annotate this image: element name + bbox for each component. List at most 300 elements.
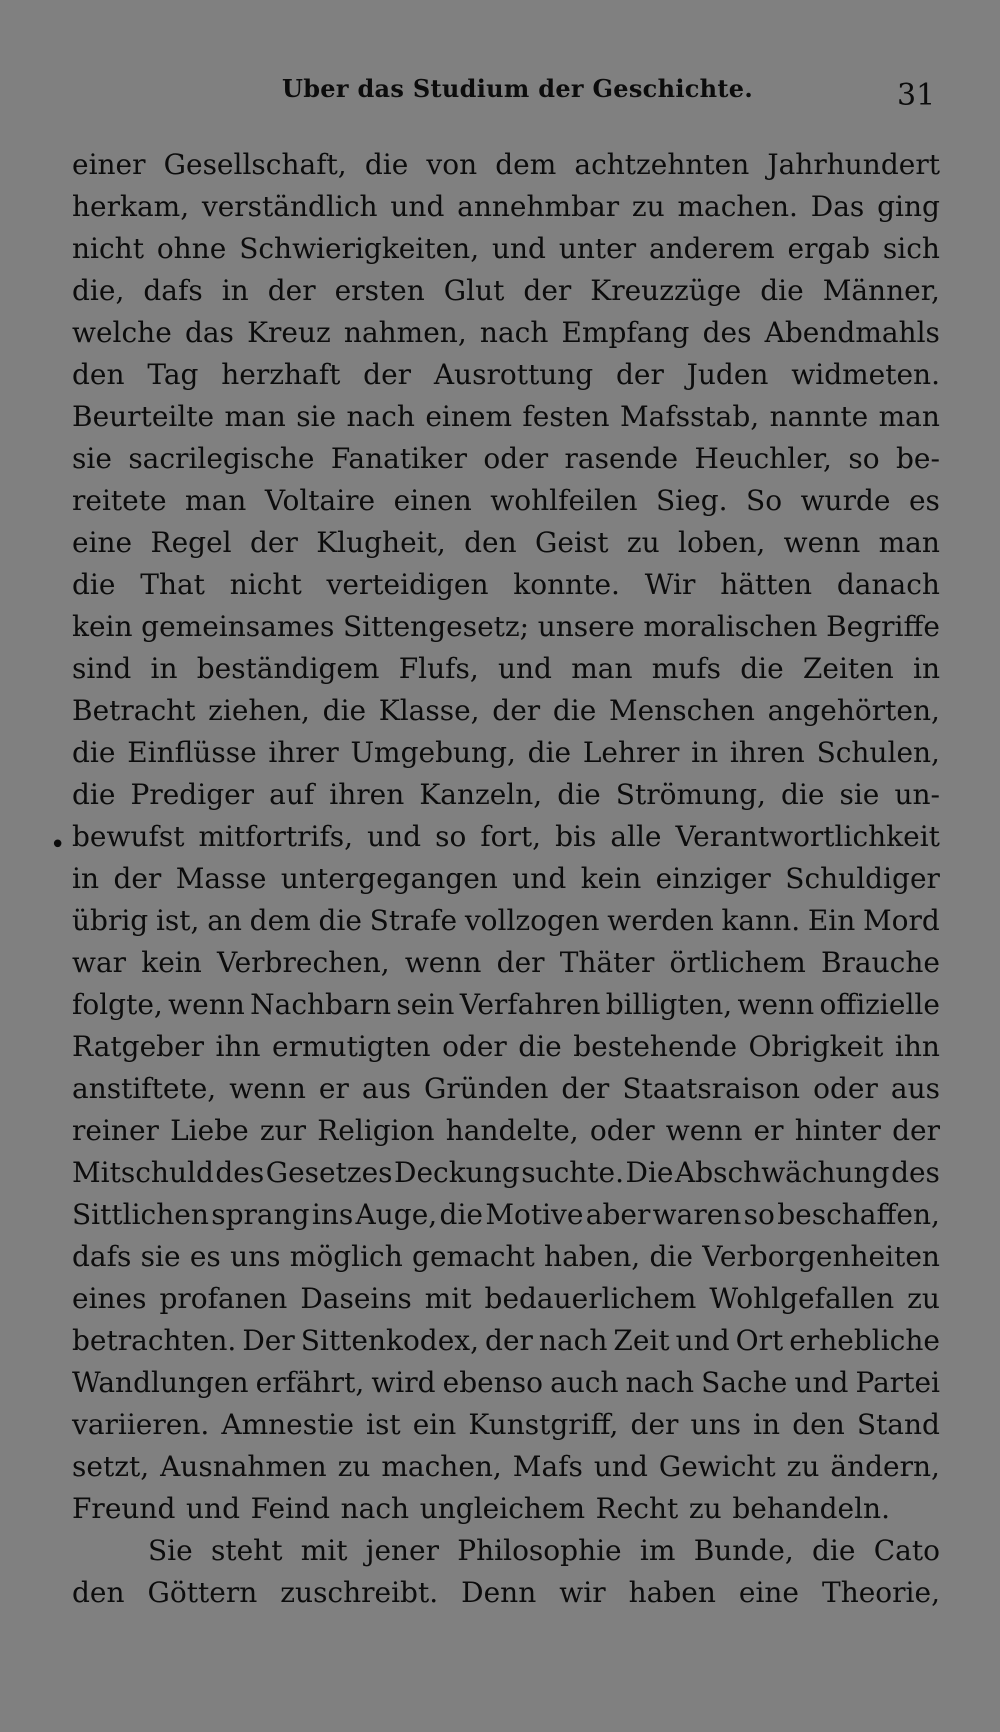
word: loben,: [678, 526, 766, 559]
word: die: [364, 148, 409, 181]
word: Abschwächung: [674, 1156, 890, 1189]
word: Brauche: [820, 946, 940, 979]
word: die: [812, 1534, 856, 1567]
page-number: 31: [897, 78, 936, 113]
word: ging: [877, 190, 940, 223]
word: Stand: [856, 1408, 940, 1441]
text-line: [72, 1026, 940, 1068]
word: die,: [72, 274, 125, 307]
word: sich: [882, 232, 940, 265]
word: moralischen: [643, 610, 818, 643]
word: steht: [210, 1534, 283, 1567]
word: Der: [242, 1324, 295, 1357]
word: ungleichem: [419, 1492, 586, 1525]
word: variieren.: [72, 1408, 210, 1441]
word: sprang: [211, 1198, 310, 1231]
word: wenn: [783, 526, 861, 559]
word: wenn: [229, 1072, 306, 1105]
word: Thäter: [559, 946, 655, 979]
word: ist,: [155, 904, 200, 937]
word: angehörten,: [767, 694, 940, 727]
word: Abendmahls: [764, 316, 940, 349]
word: ihn: [215, 1030, 261, 1063]
word: Verbrechen,: [216, 946, 390, 979]
text-line: [72, 942, 940, 984]
word: möglich: [289, 1240, 403, 1273]
word: man: [571, 652, 633, 685]
word: Sittlichen: [72, 1198, 209, 1231]
word: Klugheit,: [316, 526, 446, 559]
text-line: [72, 1404, 940, 1446]
word: Sache: [701, 1366, 788, 1399]
word: achtzehnten: [574, 148, 750, 181]
word: er: [753, 1114, 784, 1147]
word: anderem: [648, 232, 775, 265]
word: Mafsstab,: [619, 400, 760, 433]
word: so: [435, 820, 467, 853]
word: der: [485, 1324, 533, 1357]
word: des: [891, 1156, 940, 1189]
word: annehmbar: [457, 190, 620, 223]
word: Verfahren: [459, 988, 601, 1021]
word: bestehende: [573, 1030, 738, 1063]
word: die: [72, 568, 116, 601]
word: Menschen: [608, 694, 755, 727]
word: in: [150, 652, 178, 685]
word: der: [630, 1408, 679, 1441]
word: die: [322, 694, 367, 727]
word: sie: [72, 442, 112, 475]
word: der: [615, 358, 664, 391]
word: der: [492, 694, 541, 727]
word: be-: [896, 442, 940, 475]
word: man: [878, 526, 940, 559]
word: verständlich: [201, 190, 378, 223]
word: es: [189, 1240, 221, 1273]
word: herkam,: [72, 190, 190, 223]
word: reiner: [72, 1114, 159, 1147]
word: Tag: [147, 358, 199, 391]
word: Mord: [863, 904, 940, 937]
word: Wohlgefallen: [709, 1282, 895, 1315]
word: war: [72, 946, 127, 979]
word: welche: [72, 316, 172, 349]
word: Staatsraison: [622, 1072, 801, 1105]
word: das: [184, 316, 234, 349]
word: Ratgeber: [72, 1030, 205, 1063]
word: Schwierigkeiten,: [239, 232, 480, 265]
word: dem: [249, 904, 311, 937]
text-line: [72, 1278, 940, 1320]
word: und: [593, 1450, 648, 1483]
word: wenn: [665, 1114, 743, 1147]
word: der: [267, 274, 316, 307]
word: Obrigkeit: [748, 1030, 884, 1063]
word: Auge,: [355, 1198, 438, 1231]
word: die: [318, 904, 362, 937]
word: und: [497, 652, 552, 685]
word: nannte: [769, 400, 869, 433]
word: den: [792, 1408, 845, 1441]
word: Fanatiker: [330, 442, 467, 475]
text-line: [72, 816, 940, 858]
word: Sittenkodex,: [300, 1324, 479, 1357]
word: ebenso: [442, 1366, 543, 1399]
word: kann.: [721, 904, 801, 937]
word: untergegangen: [280, 862, 498, 895]
text-line: [72, 396, 940, 438]
word: Die: [625, 1156, 674, 1189]
word: Kreuzzüge: [590, 274, 742, 307]
word: gemeinsames: [141, 610, 335, 643]
word: machen.: [677, 190, 798, 223]
word: und: [675, 1324, 730, 1357]
word: wird: [371, 1366, 436, 1399]
word: und: [367, 820, 422, 853]
word: Nachbarn: [250, 988, 392, 1021]
word: Klasse,: [378, 694, 480, 727]
word: den: [72, 358, 125, 391]
word: Schulen,: [816, 736, 940, 769]
word: Strafe: [369, 904, 458, 937]
word: dem: [495, 148, 557, 181]
word: und: [794, 1366, 849, 1399]
word: Begriffe: [826, 610, 940, 643]
word: der: [523, 274, 572, 307]
word: ohne: [156, 232, 227, 265]
word: aus: [890, 1072, 940, 1105]
word: des: [702, 316, 752, 349]
word: Feind: [250, 1492, 331, 1525]
text-line: [72, 732, 940, 774]
word: einziger: [655, 862, 771, 895]
word: der: [496, 946, 545, 979]
word: Philosophie: [457, 1534, 622, 1567]
word: in: [691, 736, 719, 769]
word: kein: [580, 862, 642, 895]
word: betrachten.: [72, 1324, 237, 1357]
word: Daseins: [300, 1282, 412, 1315]
word: ein: [412, 1408, 457, 1441]
word: der: [892, 1114, 940, 1147]
word: nach: [479, 316, 549, 349]
word: die: [649, 1240, 693, 1273]
word: sie: [140, 1240, 181, 1273]
word: anstiftete,: [72, 1072, 217, 1105]
text-line: [72, 1110, 940, 1152]
word: Religion: [317, 1114, 435, 1147]
word: oder: [813, 1072, 878, 1105]
word: aus: [361, 1072, 411, 1105]
word: ändern,: [830, 1450, 940, 1483]
word: sacrilegische: [128, 442, 315, 475]
word: Einflüsse: [127, 736, 257, 769]
word: ersten: [334, 274, 425, 307]
word: machen,: [381, 1450, 502, 1483]
word: unsere: [537, 610, 635, 643]
word: Kreuz: [247, 316, 331, 349]
word: widmeten.: [791, 358, 940, 391]
word: Betracht: [72, 694, 196, 727]
text-line: [72, 900, 940, 942]
word: Das: [810, 190, 865, 223]
word: Umgebung,: [350, 736, 516, 769]
text-line: [72, 228, 940, 270]
word: verteidigen: [326, 568, 489, 601]
word: wohlfeilen: [490, 484, 638, 517]
word: die: [72, 778, 116, 811]
word: ihren: [729, 736, 805, 769]
word: Amnestie: [221, 1408, 354, 1441]
word: eine: [72, 526, 133, 559]
word: sein: [396, 988, 455, 1021]
word: Ausrottung: [433, 358, 594, 391]
word: nach: [340, 1492, 410, 1525]
running-head: [0, 74, 1000, 114]
word: Jahrhundert: [767, 148, 940, 181]
word: örtlichem: [669, 946, 806, 979]
margin-mark: •: [50, 830, 66, 860]
word: nicht: [72, 232, 144, 265]
word: aber: [585, 1198, 651, 1231]
text-line: [72, 564, 940, 606]
word: festen: [522, 400, 610, 433]
word: Geist: [535, 526, 609, 559]
word: Sittengesetz;: [342, 610, 530, 643]
word: Wir: [644, 568, 696, 601]
word: jener: [365, 1534, 440, 1567]
word: man: [185, 484, 247, 517]
word: haben: [628, 1576, 716, 1609]
word: Gewicht: [658, 1450, 776, 1483]
word: Ein: [807, 904, 856, 937]
word: Bunde,: [693, 1534, 794, 1567]
text-line: [72, 312, 940, 354]
word: Masse: [175, 862, 267, 895]
word: in: [753, 1408, 781, 1441]
text-line: [72, 1572, 940, 1614]
word: oder: [483, 442, 549, 475]
word: Cato: [873, 1534, 940, 1567]
text-line: [72, 144, 940, 186]
word: auf: [269, 778, 315, 811]
word: die: [552, 694, 597, 727]
word: die: [557, 778, 601, 811]
word: auch: [550, 1366, 619, 1399]
word: werden: [607, 904, 714, 937]
word: uns: [690, 1408, 741, 1441]
word: übrig: [72, 904, 149, 937]
word: nach: [625, 1366, 695, 1399]
text-line: [72, 648, 940, 690]
word: einem: [425, 400, 513, 433]
word: Mafs: [512, 1450, 583, 1483]
word: Prediger: [130, 778, 255, 811]
text-line: [72, 690, 940, 732]
word: und: [390, 190, 445, 223]
word: einen: [393, 484, 472, 517]
word: Göttern: [147, 1576, 258, 1609]
word: profanen: [159, 1282, 288, 1315]
word: Schuldiger: [785, 862, 940, 895]
word: Verborgenheiten: [702, 1240, 940, 1273]
text-line: [72, 270, 940, 312]
word: alle: [610, 820, 662, 853]
word: ermutigten: [272, 1030, 431, 1063]
word: die: [740, 652, 784, 685]
word: in: [72, 862, 99, 895]
word: oder: [442, 1030, 507, 1063]
word: waren: [652, 1198, 742, 1231]
word: bewufst: [72, 820, 185, 853]
word: ergab: [787, 232, 871, 265]
word: offizielle: [819, 988, 940, 1021]
word: er: [318, 1072, 349, 1105]
word: wir: [559, 1576, 606, 1609]
body-text: [72, 144, 940, 1614]
word: ihrer: [268, 736, 339, 769]
word: konnte.: [513, 568, 620, 601]
word: beständigem: [196, 652, 380, 685]
word: so: [848, 442, 880, 475]
word: in: [221, 274, 249, 307]
word: Deckung: [394, 1156, 520, 1189]
word: Zeiten: [802, 652, 894, 685]
word: zu: [907, 1282, 940, 1315]
text-line: [72, 1530, 940, 1572]
word: Liebe: [170, 1114, 249, 1147]
word: suchte.: [521, 1156, 625, 1189]
word: Theorie,: [822, 1576, 940, 1609]
word: Recht: [595, 1492, 679, 1525]
word: folgte,: [72, 988, 163, 1021]
word: sind: [72, 652, 132, 685]
word: ins: [311, 1198, 354, 1231]
text-line: [72, 1446, 940, 1488]
word: nach: [346, 400, 415, 433]
word: Ort: [735, 1324, 784, 1357]
word: Verantwortlichkeit: [675, 820, 940, 853]
word: behandeln.: [732, 1492, 890, 1525]
word: wenn: [404, 946, 482, 979]
word: ihren: [329, 778, 405, 811]
word: sie: [296, 400, 337, 433]
word: die: [518, 1030, 562, 1063]
word: von: [426, 148, 478, 181]
text-line: [72, 1320, 940, 1362]
word: im: [639, 1534, 676, 1567]
word: und: [512, 862, 567, 895]
word: Voltaire: [264, 484, 376, 517]
word: einer: [72, 148, 146, 181]
word: man: [224, 400, 286, 433]
word: hinter: [794, 1114, 881, 1147]
word: Gründen: [424, 1072, 549, 1105]
word: der: [113, 862, 162, 895]
word: Denn: [461, 1576, 537, 1609]
word: mitfortrifs,: [198, 820, 354, 853]
word: Kanzeln,: [419, 778, 543, 811]
word: Flufs,: [398, 652, 479, 685]
word: sie: [839, 778, 880, 811]
word: zu: [786, 1450, 820, 1483]
word: kein: [72, 610, 133, 643]
text-line: [72, 1068, 940, 1110]
word: Mitschuld: [72, 1156, 214, 1189]
word: zur: [259, 1114, 307, 1147]
word: und: [186, 1492, 240, 1525]
word: ihn: [894, 1030, 940, 1063]
word: rasende: [564, 442, 679, 475]
word: und: [491, 232, 546, 265]
text-line: [72, 984, 940, 1026]
word: erfährt,: [255, 1366, 365, 1399]
word: Glut: [443, 274, 505, 307]
word: nicht: [229, 568, 302, 601]
word: Freund: [72, 1492, 176, 1525]
word: Wandlungen: [72, 1366, 249, 1399]
word: eines: [72, 1282, 147, 1315]
word: erhebliche: [789, 1324, 940, 1357]
word: oder: [589, 1114, 655, 1147]
word: hätten: [720, 568, 813, 601]
word: zu: [337, 1450, 371, 1483]
text-line: [72, 1236, 940, 1278]
word: mit: [300, 1534, 348, 1567]
text-line: [72, 1488, 940, 1530]
text-line: [72, 522, 940, 564]
word: des: [215, 1156, 265, 1189]
word: So: [746, 484, 783, 517]
word: Gesellschaft,: [163, 148, 347, 181]
word: der: [249, 526, 298, 559]
word: vollzogen: [464, 904, 600, 937]
word: kein: [141, 946, 202, 979]
text-line: [72, 774, 940, 816]
word: danach: [836, 568, 940, 601]
word: der: [561, 1072, 610, 1105]
word: reitete: [72, 484, 167, 517]
word: beschaffen,: [777, 1198, 940, 1231]
word: nahmen,: [343, 316, 467, 349]
word: zuschreibt.: [280, 1576, 439, 1609]
word: un-: [894, 778, 940, 811]
word: Zeit: [613, 1324, 670, 1357]
word: eine: [738, 1576, 800, 1609]
word: Ausnahmen: [160, 1450, 327, 1483]
word: wenn: [168, 988, 245, 1021]
text-line: [72, 438, 940, 480]
word: Empfang: [561, 316, 690, 349]
text-line: [72, 858, 940, 900]
word: billigten,: [605, 988, 733, 1021]
word: mit: [424, 1282, 472, 1315]
word: bis: [555, 820, 597, 853]
word: Sieg.: [656, 484, 728, 517]
word: in: [912, 652, 940, 685]
word: Heuchler,: [694, 442, 832, 475]
word: Regel: [150, 526, 232, 559]
word: der: [363, 358, 412, 391]
word: ist: [366, 1408, 401, 1441]
text-line: [72, 1362, 940, 1404]
word: dafs: [143, 274, 203, 307]
word: unter: [558, 232, 637, 265]
word: Motive: [485, 1198, 584, 1231]
word: die: [780, 778, 825, 811]
word: nach: [538, 1324, 608, 1357]
word: Männer,: [822, 274, 940, 307]
